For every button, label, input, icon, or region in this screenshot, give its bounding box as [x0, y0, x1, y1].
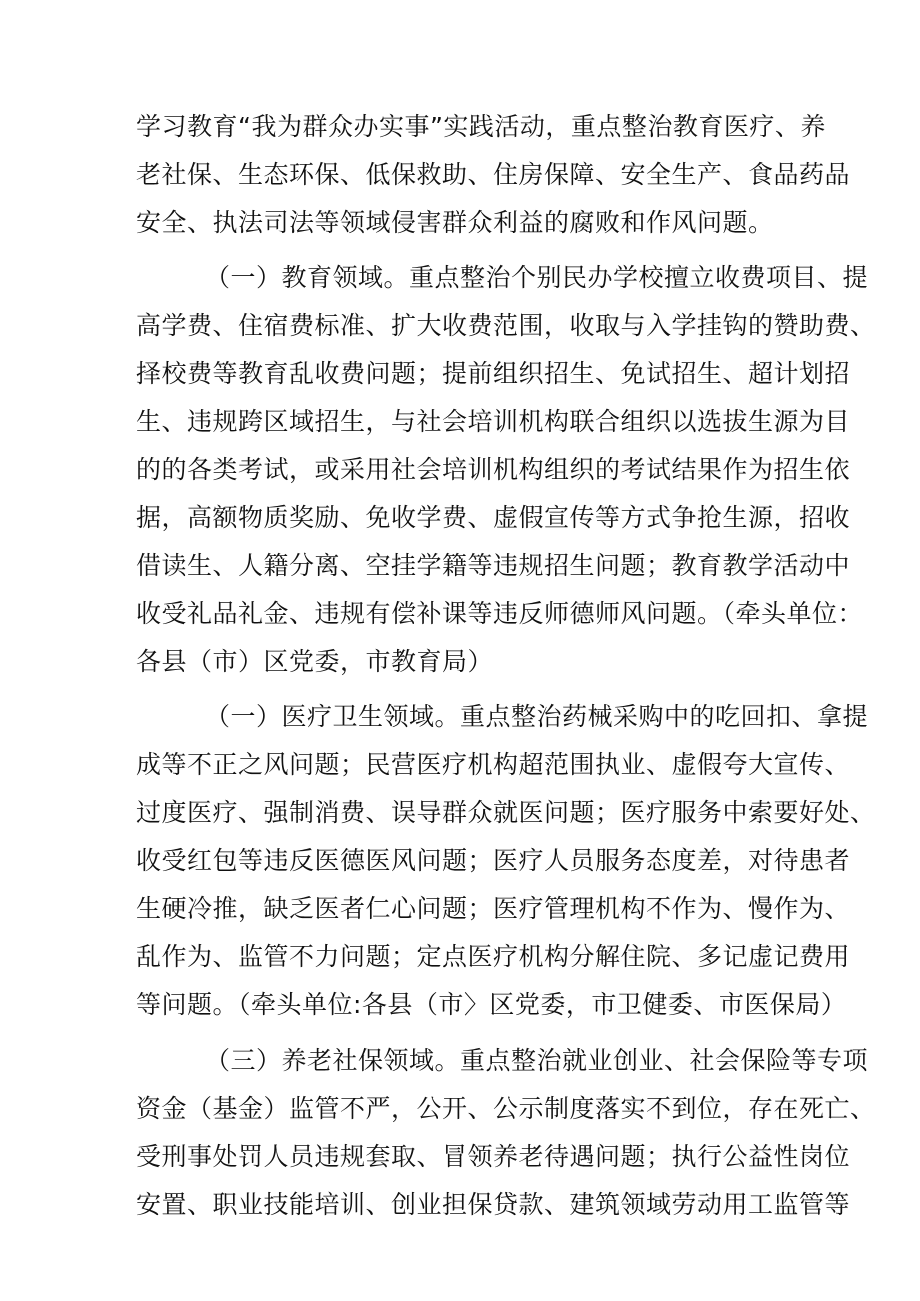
section-medical-line-4: 收受红包等违反医德医风问题；医疗人员服务态度差，对待患者	[136, 846, 851, 875]
section-education-line-9: 各县（市）区党委，市教育局）	[136, 647, 494, 676]
section-education-line-1: （一）教育领域。重点整治个别民办学校擅立收费项目、提	[205, 263, 869, 292]
intro-line-2: 老社保、生态环保、低保救助、住房保障、安全生产、食品药品	[136, 160, 851, 189]
section-pension-line-3: 受刑事处罚人员违规套取、冒领养老待遇问题；执行公益性岗位	[136, 1142, 851, 1171]
section-medical-line-5: 生硬冷推，缺乏医者仁心问题；医疗管理机构不作为、慢作为、	[136, 894, 851, 923]
section-education-line-2: 高学费、住宿费标准、扩大收费范围，收取与入学挂钩的赞助费、	[136, 311, 876, 340]
section-pension-line-2: 资金（基金）监管不严，公开、公示制度落实不到位，存在死亡、	[136, 1094, 876, 1123]
section-pension-line-4: 安置、职业技能培训、创业担保贷款、建筑领域劳动用工监管等	[136, 1190, 851, 1219]
section-education-line-4: 生、违规跨区域招生，与社会培训机构联合组织以选拔生源为目	[136, 407, 851, 436]
intro-line-3: 安全、执法司法等领域侵害群众利益的腐败和作风问题。	[136, 208, 774, 237]
section-medical-line-1: （一）医疗卫生领域。重点整治药械采购中的吃回扣、拿提	[205, 702, 869, 731]
section-medical-line-3: 过度医疗、强制消费、误导群众就医问题；医疗服务中索要好处、	[136, 798, 876, 827]
section-medical-line-7: 等问题。（牵头单位:各县（市〉区党委，市卫健委、市医保局）	[136, 990, 847, 1019]
section-education-line-3: 择校费等教育乱收费问题；提前组织招生、免试招生、超计划招	[136, 359, 851, 388]
intro-line-1: 学习教育“我为群众办实事”实践活动，重点整治教育医疗、养	[136, 112, 826, 141]
section-pension-line-1: （三）养老社保领域。重点整治就业创业、社会保险等专项	[205, 1046, 869, 1075]
section-medical-line-2: 成等不正之风问题；民营医疗机构超范围执业、虚假夸大宣传、	[136, 750, 851, 779]
section-medical-line-6: 乱作为、监管不力问题；定点医疗机构分解住院、多记虚记费用	[136, 942, 851, 971]
section-education-line-5: 的的各类考试，或采用社会培训机构组织的考试结果作为招生依	[136, 455, 851, 484]
section-education-line-6: 据，高额物质奖励、免收学费、虚假宣传等方式争抢生源，招收	[136, 503, 851, 532]
section-education-line-8: 收受礼品礼金、违规有偿补课等违反师德师风问题。（牵头单位：	[136, 599, 864, 628]
section-education-line-7: 借读生、人籍分离、空挂学籍等违规招生问题；教育教学活动中	[136, 551, 851, 580]
